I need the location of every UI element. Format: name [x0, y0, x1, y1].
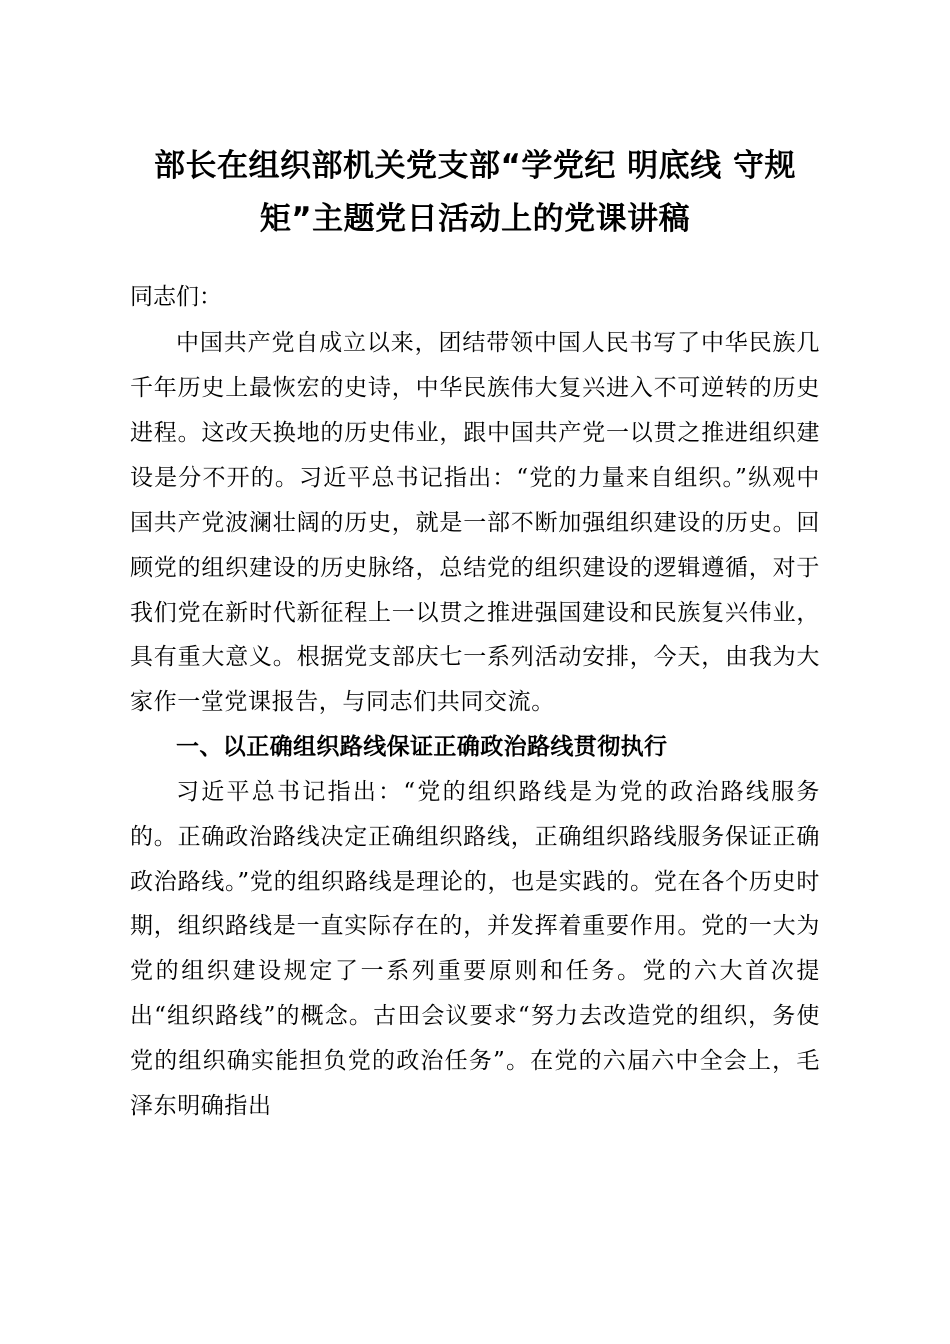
section-paragraph: 习近平总书记指出：“党的组织路线是为党的政治路线服务的。正确政治路线决定正确组织路线，正确组织路线服务保证正确政治路线。”党的组织路线是理论的，也是实践的。党在各个历史时期，组织路线是一直实际存在的，并发挥着重要作用。党的一大为党的组织建设规定了一系列重要原则和任务。党的六大首次提出“组织路线”的概念。古田会议要求“努力去改造党的组织，务使党的组织确实能担负党的政治任务”。在党的六届六中全会上，毛泽东明确指出 [130, 778, 820, 1119]
body-paragraph: 中国共产党自成立以来，团结带领中国人民书写了中华民族几千年历史上最恢宏的史诗，中华民族伟大复兴进入不可逆转的历史进程。这改天换地的历史伟业，跟中国共产党一以贯之推进组织建设是分不开的。习近平总书记指出：“党的力量来自组织。”纵观中国共产党波澜壮阔的历史，就是一部不断加强组织建设的历史。回顾党的组织建设的历史脉络，总结党的组织建设的逻辑遵循，对于我们党在新时代新征程上一以贯之推进强国建设和民族复兴伟业，具有重大意义。根据党支部庆七一系列活动安排，今天，由我为大家作一堂党课报告，与同志们共同交流。 [130, 330, 820, 716]
page-title: 部长在组织部机关党支部“学党纪 明底线 守规矩”主题党日活动上的党课讲稿 [154, 148, 796, 238]
salutation: 同志们： [130, 283, 222, 310]
section-heading-1: 一、以正确组织路线保证正确政治路线贯彻执行 [176, 734, 668, 761]
